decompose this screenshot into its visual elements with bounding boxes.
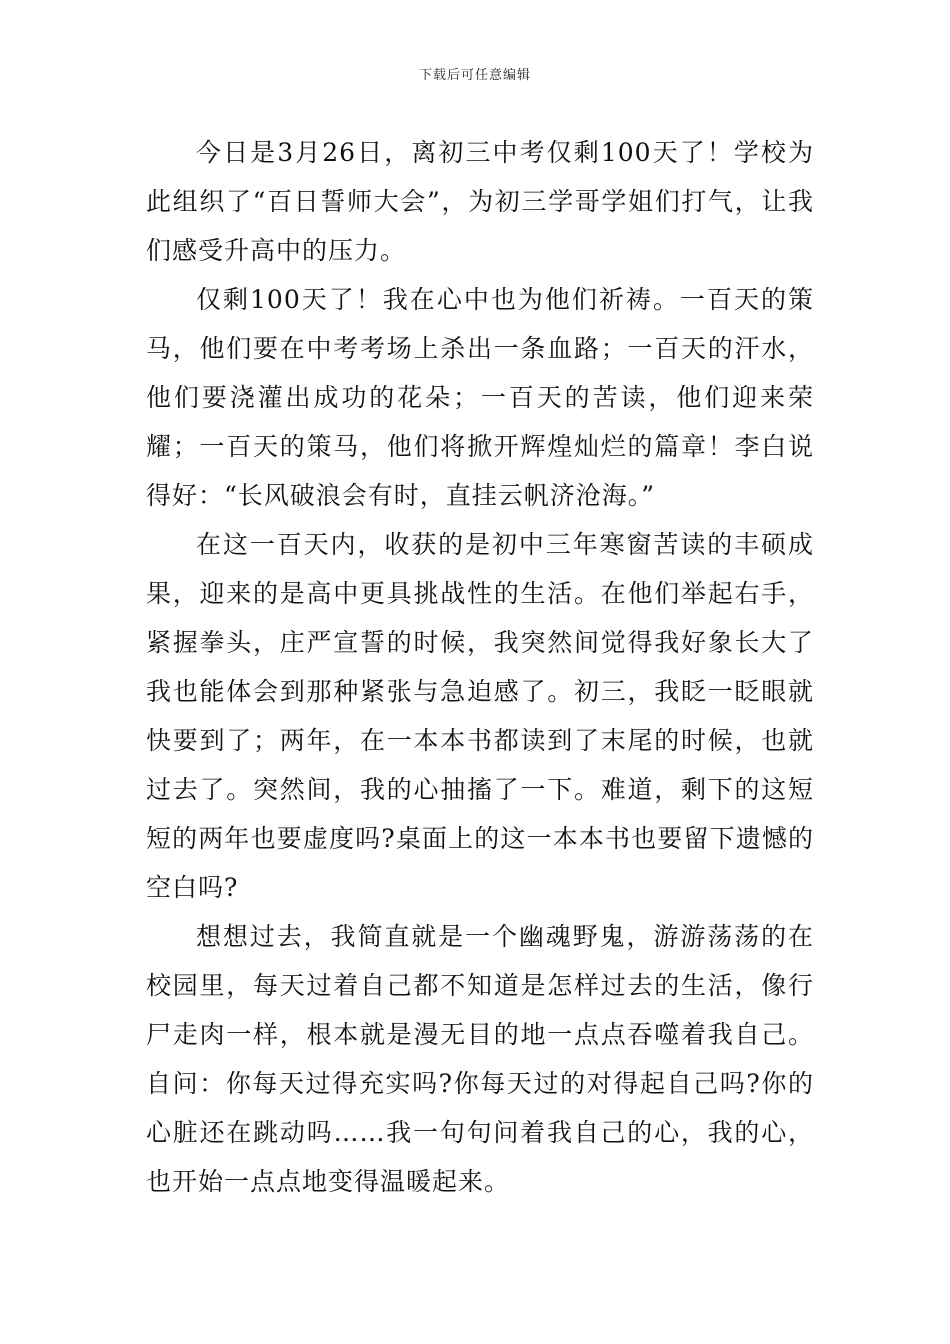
paragraph-3: 在这一百天内，收获的是初中三年寒窗苦读的丰硕成果，迎来的是高中更具挑战性的生活。在他们举起右手，紧握拳头，庄严宣誓的时候，我突然间觉得我好象长大了我也能体会到那种紧张与急迫感了。初三，我眨一眨眼就快要到了；两年，在一本本书都读到了末尾的时候，也就过去了。突然间，我的心抽搐了一下。难道，剩下的这短短的两年也要虚度吗?桌面上的这一本本书也要留下遗憾的空白吗? [146, 530, 814, 902]
paragraph-1: 今日是3月26日，离初三中考仅剩100天了！学校为此组织了“百日誓师大会”，为初三学哥学姐们打气，让我们感受升高中的压力。 [146, 138, 814, 265]
article-body [146, 128, 814, 1206]
page-header-note: 下载后可任意编辑 [418, 68, 531, 83]
paragraph-2: 仅剩100天了！我在心中也为他们祈祷。一百天的策马，他们要在中考考场上杀出一条血路；一百天的汗水，他们要浇灌出成功的花朵；一百天的苦读，他们迎来荣耀；一百天的策马，他们将掀开辉煌灿烂的篇章！李白说得好：“长风破浪会有时，直挂云帆济沧海。” [146, 285, 814, 510]
paragraph-4: 想想过去，我简直就是一个幽魂野鬼，游游荡荡的在校园里，每天过着自己都不知道是怎样过去的生活，像行尸走肉一样，根本就是漫无目的地一点点吞噬着我自己。自问：你每天过得充实吗?你每天过的对得起自己吗?你的心脏还在跳动吗……我一句句问着我自己的心，我的心，也开始一点点地变得温暖起来。 [146, 922, 814, 1196]
